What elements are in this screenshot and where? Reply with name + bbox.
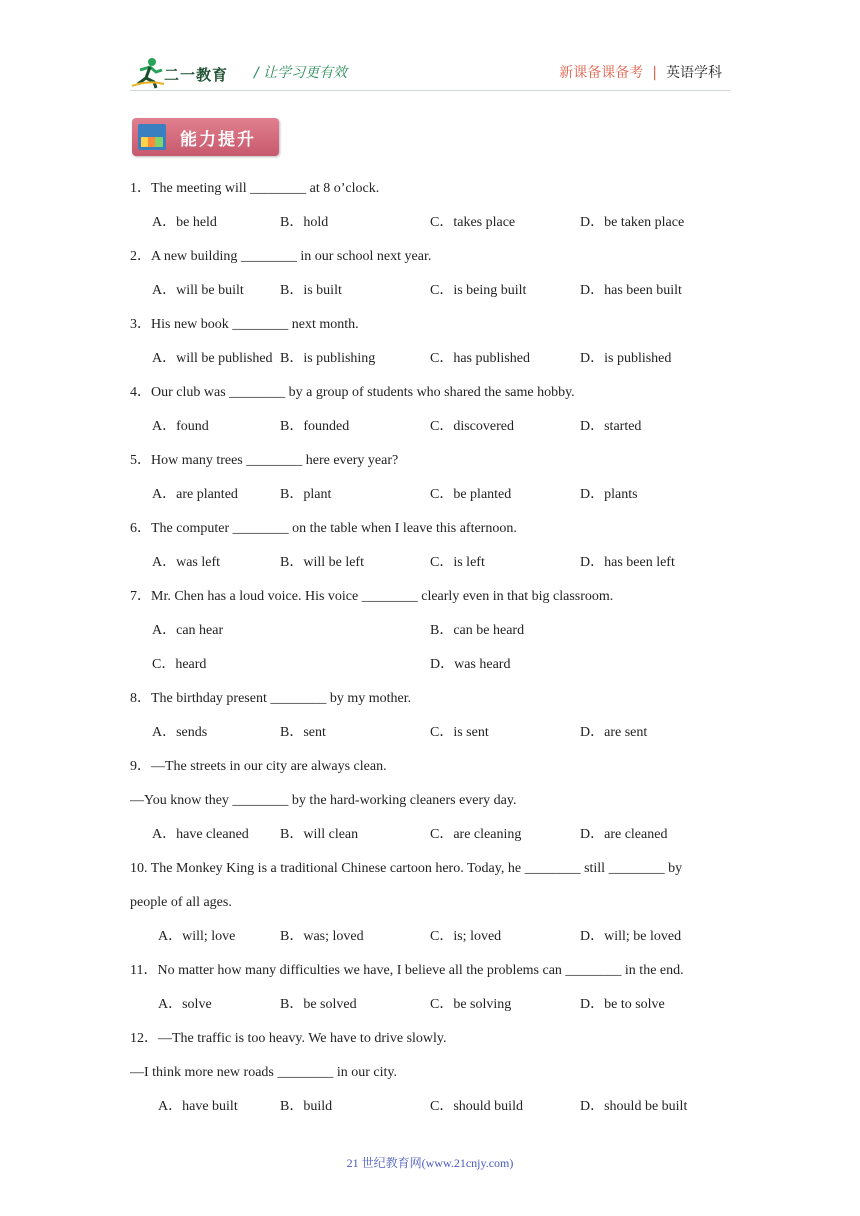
question-stem: 9．—The streets in our city are always clean. — [130, 759, 387, 774]
header-course-label: 新课备课备考 — [559, 65, 644, 81]
question-2 — [130, 246, 740, 314]
question-stem: 8．The birthday present ________ by my mother. — [130, 691, 412, 706]
options-row — [130, 552, 740, 586]
question-stem-continued: —You know they ________ by the hard-working cleaners every day. — [130, 793, 517, 808]
slogan: / 让学习更有效 — [254, 65, 348, 81]
option: D．was heard — [430, 657, 511, 672]
header-subject — [559, 62, 722, 82]
option: D．should be built — [580, 1099, 688, 1114]
question-11 — [130, 960, 740, 1028]
option: D．is published — [580, 351, 672, 366]
option: A．sends — [152, 725, 208, 740]
header-divider — [130, 90, 730, 91]
option: D．plants — [580, 487, 638, 502]
option: C．should build — [430, 1099, 523, 1114]
option: B．is built — [280, 283, 342, 298]
question-stem: 4．Our club was ________ by a group of students who shared the same hobby. — [130, 385, 575, 400]
option: B．plant — [280, 487, 332, 502]
option: C．has published — [430, 351, 530, 366]
runner-logo-icon — [130, 56, 166, 90]
header-subject-label: 英语学科 — [666, 65, 722, 81]
option: C．is being built — [430, 283, 527, 298]
option: A．have built — [158, 1099, 238, 1114]
options-row — [130, 484, 740, 518]
question-stem-continued: people of all ages. — [130, 895, 232, 910]
options-row — [130, 654, 740, 688]
option: C．is left — [430, 555, 485, 570]
question-stem: 3．His new book ________ next month. — [130, 317, 359, 332]
option: B．build — [280, 1099, 333, 1114]
question-stem: 12．—The traffic is too heavy. We have to drive slowly. — [130, 1031, 447, 1046]
question-stem: 11．No matter how many difficulties we have, I believe all the problems can ________ in the end. — [130, 963, 684, 978]
option: D．are cleaned — [580, 827, 668, 842]
section-title: 能力提升 — [180, 130, 256, 150]
option: A．will; love — [158, 929, 236, 944]
option: C．discovered — [430, 419, 514, 434]
option: D．started — [580, 419, 642, 434]
question-5 — [130, 450, 740, 518]
option: A．will be published — [152, 351, 273, 366]
logo-text: 二一教育 — [164, 66, 229, 84]
options-row — [130, 926, 740, 960]
option: C．heard — [152, 657, 207, 672]
option: B．is publishing — [280, 351, 376, 366]
option: D．are sent — [580, 725, 648, 740]
page-footer: 21 世纪教育网(www.21cnjy.com) — [346, 1156, 514, 1170]
option: A．be held — [152, 215, 217, 230]
header-separator: | — [652, 65, 657, 81]
option: D．be to solve — [580, 997, 665, 1012]
logo — [130, 56, 250, 90]
question-10 — [130, 858, 740, 960]
option: A．are planted — [152, 487, 238, 502]
question-1 — [130, 178, 740, 246]
question-stem: 2．A new building ________ in our school next year. — [130, 249, 432, 264]
option: A．will be built — [152, 283, 244, 298]
option: C．be solving — [430, 997, 512, 1012]
question-12 — [130, 1028, 740, 1130]
question-7 — [130, 586, 740, 688]
option: D．has been left — [580, 555, 675, 570]
options-row — [130, 416, 740, 450]
question-9 — [130, 756, 740, 858]
question-3 — [130, 314, 740, 382]
options-row — [130, 348, 740, 382]
option: B．be solved — [280, 997, 357, 1012]
option: B．was; loved — [280, 929, 364, 944]
options-row — [130, 722, 740, 756]
page-header — [130, 56, 730, 96]
option: B．hold — [280, 215, 329, 230]
question-stem: 5．How many trees ________ here every year? — [130, 453, 399, 468]
option: C．be planted — [430, 487, 512, 502]
option: C．is; loved — [430, 929, 502, 944]
option: C．is sent — [430, 725, 489, 740]
question-stem: 1．The meeting will ________ at 8 o’clock. — [130, 181, 380, 196]
question-stem: 6．The computer ________ on the table when I leave this afternoon. — [130, 521, 517, 536]
options-row — [130, 824, 740, 858]
question-list — [130, 178, 740, 1130]
option: D．has been built — [580, 283, 682, 298]
option: A．solve — [158, 997, 212, 1012]
option: D．be taken place — [580, 215, 685, 230]
section-banner — [132, 118, 279, 156]
option: B．will clean — [280, 827, 359, 842]
option: A．was left — [152, 555, 221, 570]
option: A．can hear — [152, 623, 224, 638]
question-stem-continued: —I think more new roads ________ in our city. — [130, 1065, 397, 1080]
question-stem: 10. The Monkey King is a traditional Chinese cartoon hero. Today, he ________ still ________ by — [130, 861, 683, 876]
option: C．takes place — [430, 215, 516, 230]
options-row — [130, 212, 740, 246]
question-8 — [130, 688, 740, 756]
options-row — [130, 620, 740, 654]
options-row — [130, 1096, 740, 1130]
option: B．sent — [280, 725, 326, 740]
option: B．founded — [280, 419, 350, 434]
question-4 — [130, 382, 740, 450]
options-row — [130, 280, 740, 314]
option: D．will; be loved — [580, 929, 682, 944]
option: C．are cleaning — [430, 827, 522, 842]
banner-blocks-icon — [138, 124, 166, 150]
options-row — [130, 994, 740, 1028]
option: B．can be heard — [430, 623, 525, 638]
question-stem: 7．Mr. Chen has a loud voice. His voice ________ clearly even in that big classroom. — [130, 589, 614, 604]
option: A．found — [152, 419, 209, 434]
option: A．have cleaned — [152, 827, 249, 842]
option: B．will be left — [280, 555, 364, 570]
question-6 — [130, 518, 740, 586]
